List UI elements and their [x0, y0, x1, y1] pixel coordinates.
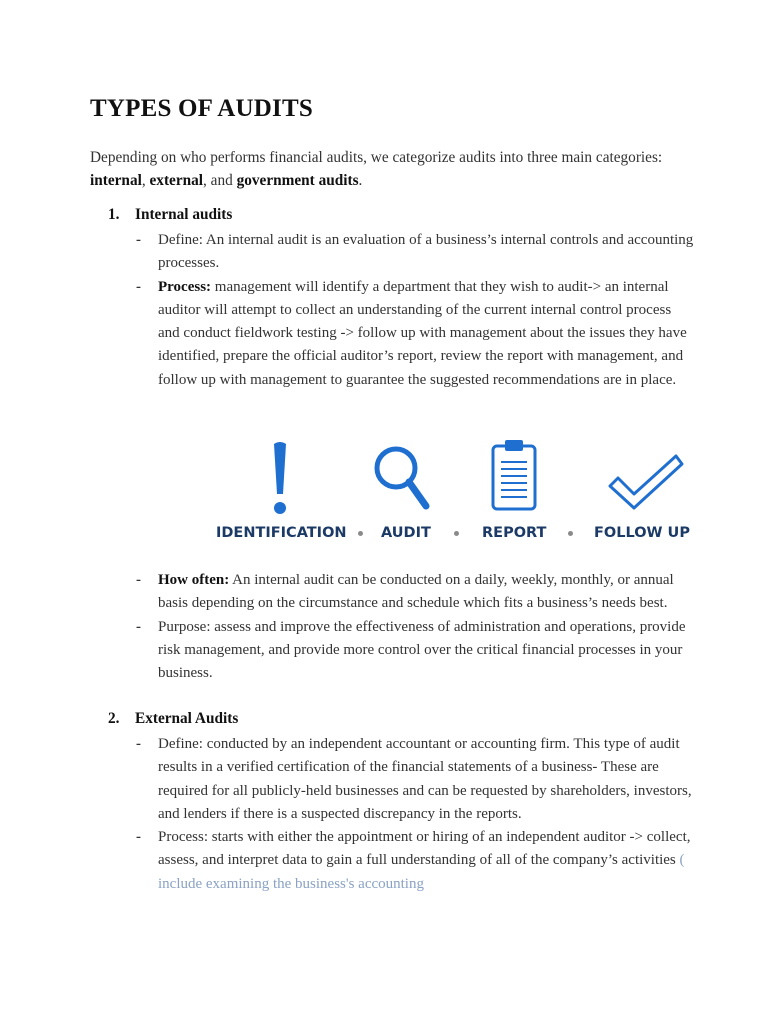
magnifier-icon: [372, 444, 432, 512]
step-separator-dot: [568, 531, 573, 536]
bullet-marker: -: [136, 618, 141, 635]
clipboard-icon: [490, 438, 538, 512]
internal-bullets-top: [136, 229, 696, 392]
bullet-marker: -: [136, 829, 141, 846]
intro-term-internal: internal: [90, 172, 142, 189]
list-item: [136, 733, 696, 826]
bullet-text: management will identify a department that they wish to audit-> an internal auditor will attempt to collect an understanding of the current internal control process and conduct fieldwork testing -> follow up with management about the issues they have identified, prepare the official auditor’s report, review the report with management, and follow up with management to guarantee the suggested recommendations are in place.: [158, 278, 687, 388]
intro-paragraph: [90, 146, 690, 192]
intro-text: Depending on who performs financial audits, we categorize audits into three main categories:: [90, 149, 663, 166]
bullet-text: Process: starts with either the appointment or hiring of an independent auditor -> collect, assess, and interpret data to gain a full understanding of all of the company’s activities: [158, 829, 691, 869]
step-label-follow-up: FOLLOW UP: [594, 525, 690, 541]
section-heading-internal: [108, 206, 232, 224]
bullet-marker: -: [136, 278, 141, 295]
section-number: 1.: [108, 206, 120, 223]
list-item: [136, 826, 696, 896]
intro-term-external: external: [149, 172, 204, 189]
intro-sep: ,: [141, 172, 150, 189]
step-separator-dot: [358, 531, 363, 536]
bullet-text: Purpose: assess and improve the effectiveness of administration and operations, provide risk management, and provide more control over the critical financial processes in your business.: [158, 618, 686, 682]
list-item: [136, 229, 696, 276]
step-separator-dot: [454, 531, 459, 536]
intro-term-government: government audits: [236, 172, 359, 189]
section-title: Internal audits: [135, 206, 233, 223]
step-label-audit: AUDIT: [381, 525, 431, 541]
bullet-marker: -: [136, 232, 141, 248]
page-title: TYPES OF AUDITS: [90, 95, 313, 122]
bullet-text: An internal audit can be conducted on a daily, weekly, monthly, or annual basis depending on the circumstance and schedule which fits a business’s needs best.: [158, 572, 674, 612]
section-heading-external: [108, 710, 238, 728]
bullet-text-faded: ( include examining the business's accounting: [158, 852, 685, 892]
checkmark-icon: [606, 452, 686, 514]
section-number: 2.: [108, 710, 120, 727]
bullet-text: Define: conducted by an independent accountant or accounting firm. This type of audit results in a verified certification of the financial statements of a business- These are required for all publicly-held businesses and can be requested by shareholders, investors, and lenders if there is a suspected discrepancy in the reports.: [158, 736, 692, 822]
bullet-marker: -: [136, 736, 141, 752]
step-label-report: REPORT: [482, 525, 547, 541]
bullet-label: How often:: [158, 572, 230, 588]
exclamation-icon: [268, 440, 292, 516]
audit-process-graphic: [210, 432, 700, 552]
bullet-label: Process:: [158, 278, 212, 295]
list-item: [136, 616, 696, 686]
list-item: [136, 569, 696, 616]
list-item: [136, 276, 696, 392]
bullet-text: Define: An internal audit is an evaluation of a business’s internal controls and accounting processes.: [158, 232, 694, 272]
bullet-marker: -: [136, 572, 141, 588]
section-title: External Audits: [135, 710, 239, 727]
intro-sep: , and: [203, 172, 237, 189]
external-bullets: [136, 733, 696, 896]
intro-text-end: .: [358, 172, 363, 189]
internal-bullets-bottom: [136, 569, 696, 685]
step-label-identification: IDENTIFICATION: [216, 525, 347, 541]
